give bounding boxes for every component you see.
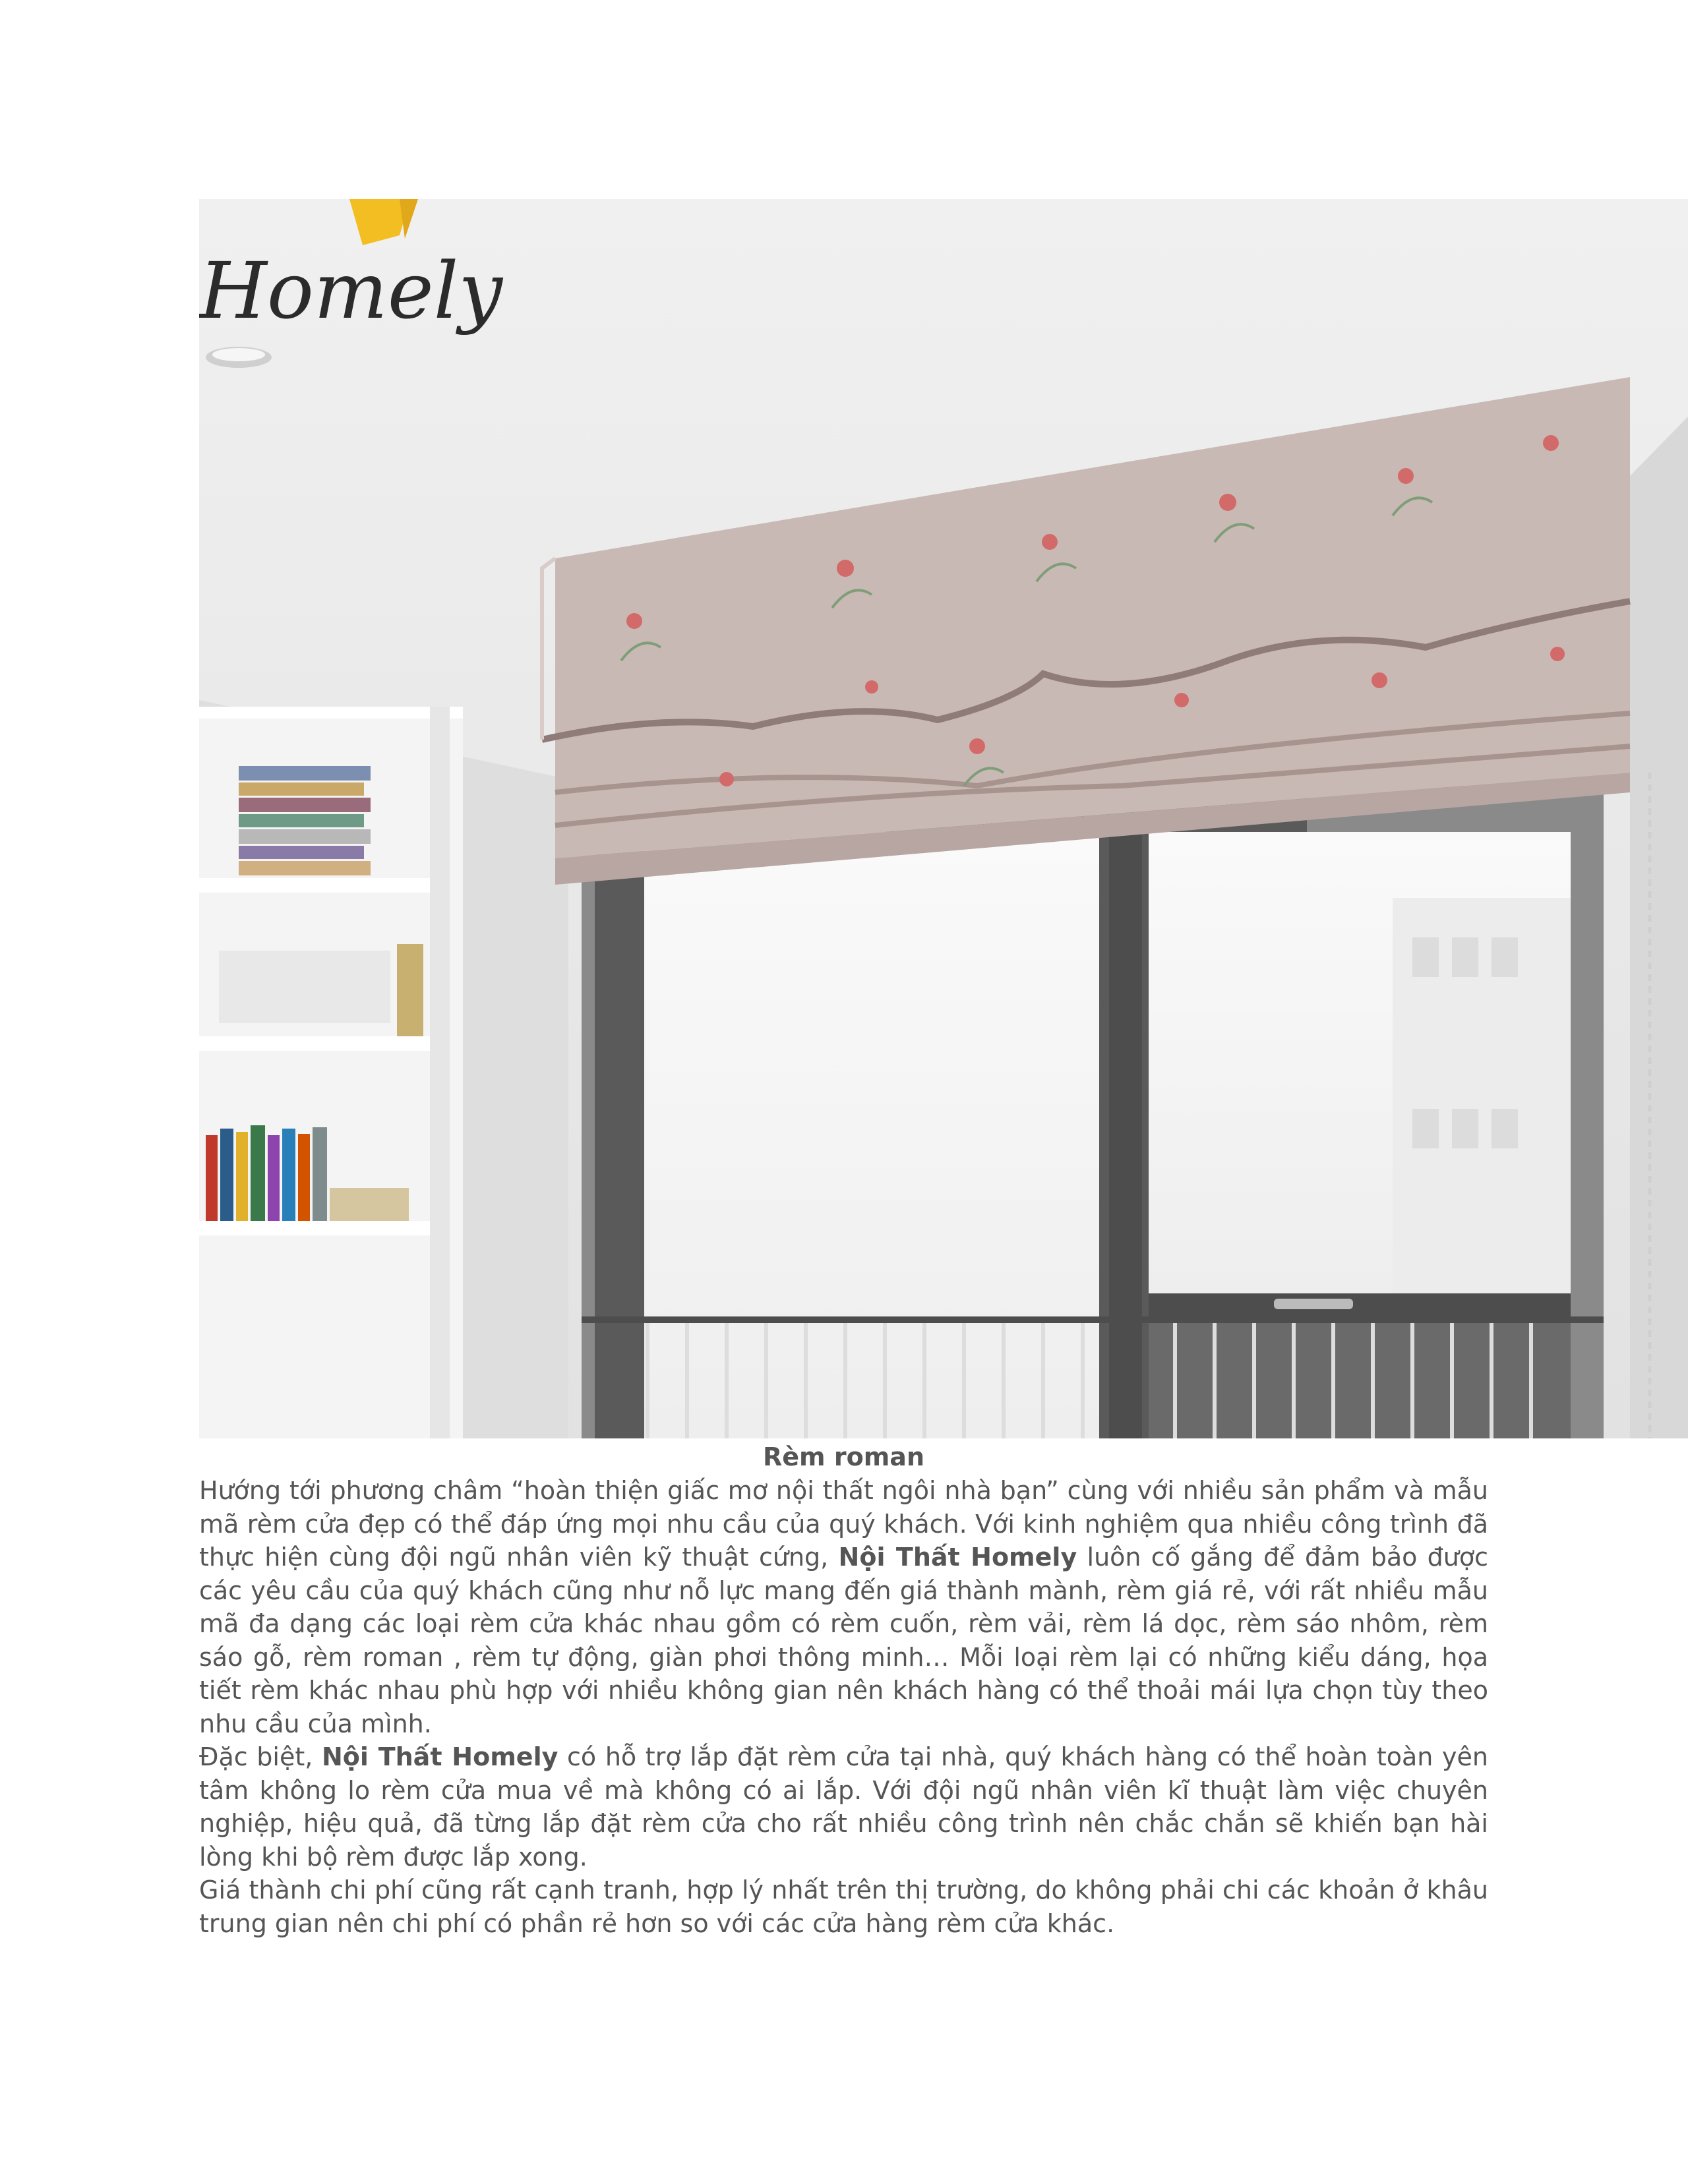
roman-blind-photo [199, 199, 1688, 1438]
image-caption: Rèm roman [763, 1442, 924, 1471]
logo-text: Homely [199, 245, 503, 336]
brand-name: Nội Thất Homely [321, 1742, 558, 1771]
paragraph-1: Hướng tới phương châm “hoàn thiện giấc mơ nội thất ngôi nhà bạn” cùng với nhiều sản phẩm và mẫu mã rèm cửa đẹp có thể đáp ứng mọi nhu cầu của quý khách. Với kinh nghiệm qua nhiều công trình đã thực hiện cùng đội ngũ nhân viên kỹ thuật cứng, Nội Thất Homely luôn cố gắng để đảm bảo được các yêu cầu của quý khách cũng như nỗ lực mang đến giá thành mành, rèm giá rẻ, với rất nhiều mẫu mã đa dạng các loại rèm cửa khác nhau gồm có rèm cuốn, rèm vải, rèm lá dọc, rèm sáo nhôm, rèm sáo gỗ, rèm roman , rèm tự động, giàn phơi thông minh… Mỗi loại rèm lại có những kiểu dáng, họa tiết rèm khác nhau phù hợp với nhiều không gian nên khách hàng có thể thoải mái lựa chọn tùy theo nhu cầu của mình. [199, 1476, 1488, 1738]
paragraph-3: Giá thành chi phí cũng rất cạnh tranh, hợp lý nhất trên thị trường, do không phải chi các khoản ở khâu trung gian nên chi phí có phần rẻ hơn so với các cửa hàng rèm cửa khác. [199, 1875, 1488, 1938]
article-body [199, 1474, 1488, 1940]
bookshelf [199, 707, 463, 1438]
brand-name: Nội Thất Homely [838, 1543, 1077, 1572]
paragraph-2: Đặc biệt, Nội Thất Homely có hỗ trợ lắp đặt rèm cửa tại nhà, quý khách hàng có thể hoàn toàn yên tâm không lo rèm cửa mua về mà không có ai lắp. Với đội ngũ nhân viên kĩ thuật làm việc chuyên nghiệp, hiệu quả, đã từng lắp đặt rèm cửa cho rất nhiều công trình nên chắc chắn sẽ khiến bạn hài lòng khi bộ rèm được lắp xong. [199, 1742, 1488, 1872]
